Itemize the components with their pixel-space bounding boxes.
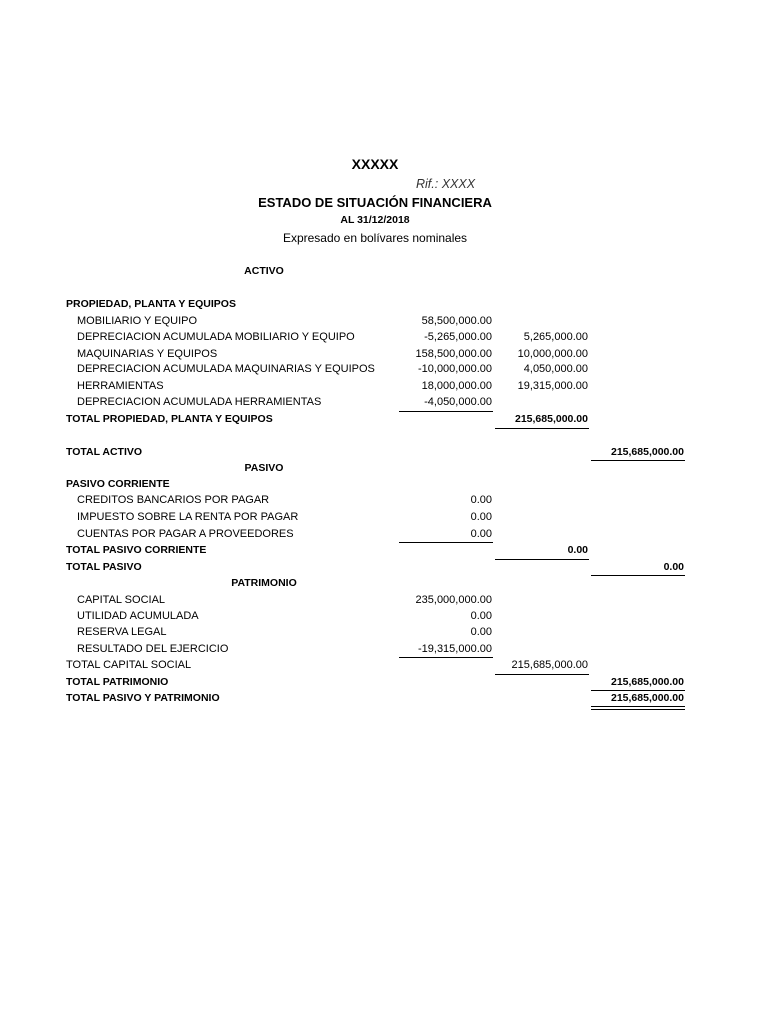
table-row: CUENTAS POR PAGAR A PROVEEDORES 0.00 <box>77 528 492 540</box>
table-row: MAQUINARIAS Y EQUIPOS 158,500,000.00 10,000,000.00 <box>77 348 588 360</box>
total-row-activo: TOTAL ACTIVO 215,685,000.00 <box>66 446 684 458</box>
group-heading-pasivo-corriente: PASIVO CORRIENTE <box>66 478 170 490</box>
total-row-pasivo-patrimonio: TOTAL PASIVO Y PATRIMONIO 215,685,000.00 <box>66 692 684 704</box>
statement-title: ESTADO DE SITUACIÓN FINANCIERA <box>258 195 492 210</box>
currency-note: Expresado en bolívares nominales <box>282 231 468 245</box>
statement-date: AL 31/12/2018 <box>340 214 410 226</box>
total-row-ppe: TOTAL PROPIEDAD, PLANTA Y EQUIPOS 215,685,000.00 <box>66 413 588 425</box>
double-underline-top <box>591 706 685 707</box>
table-row: CAPITAL SOCIAL 235,000,000.00 <box>77 594 492 606</box>
total-row-patrimonio: TOTAL PATRIMONIO 215,685,000.00 <box>66 676 684 688</box>
table-row: DEPRECIACION ACUMULADA MOBILIARIO Y EQUIPO -5,265,000.00 5,265,000.00 <box>77 331 588 343</box>
total-row-capital-social: TOTAL CAPITAL SOCIAL 215,685,000.00 <box>66 659 588 671</box>
double-underline-bottom <box>591 709 685 710</box>
table-row: DEPRECIACION ACUMULADA MAQUINARIAS Y EQUIPOS -10,000,000.00 4,050,000.00 <box>77 363 588 375</box>
total-row-pasivo-corriente: TOTAL PASIVO CORRIENTE 0.00 <box>66 544 588 556</box>
table-row: IMPUESTO SOBRE LA RENTA POR PAGAR 0.00 <box>77 511 492 523</box>
table-row: RESULTADO DEL EJERCICIO -19,315,000.00 <box>77 643 492 655</box>
section-heading-pasivo: PASIVO <box>244 462 284 474</box>
total-row-pasivo: TOTAL PASIVO 0.00 <box>66 561 684 573</box>
table-row: MOBILIARIO Y EQUIPO 58,500,000.00 <box>77 315 492 327</box>
table-row: HERRAMIENTAS 18,000,000.00 19,315,000.00 <box>77 380 588 392</box>
group-heading-ppe: PROPIEDAD, PLANTA Y EQUIPOS <box>66 298 236 310</box>
section-heading-patrimonio: PATRIMONIO <box>231 577 297 589</box>
company-name: XXXXX <box>351 156 399 172</box>
section-heading-activo: ACTIVO <box>244 265 284 277</box>
table-row: UTILIDAD ACUMULADA 0.00 <box>77 610 492 622</box>
table-row: CREDITOS BANCARIOS POR PAGAR 0.00 <box>77 494 492 506</box>
table-row: RESERVA LEGAL 0.00 <box>77 626 492 638</box>
rif-number: Rif.: XXXX <box>416 177 476 191</box>
total-underline <box>495 428 589 429</box>
table-row: DEPRECIACION ACUMULADA HERRAMIENTAS -4,050,000.00 <box>77 396 492 408</box>
